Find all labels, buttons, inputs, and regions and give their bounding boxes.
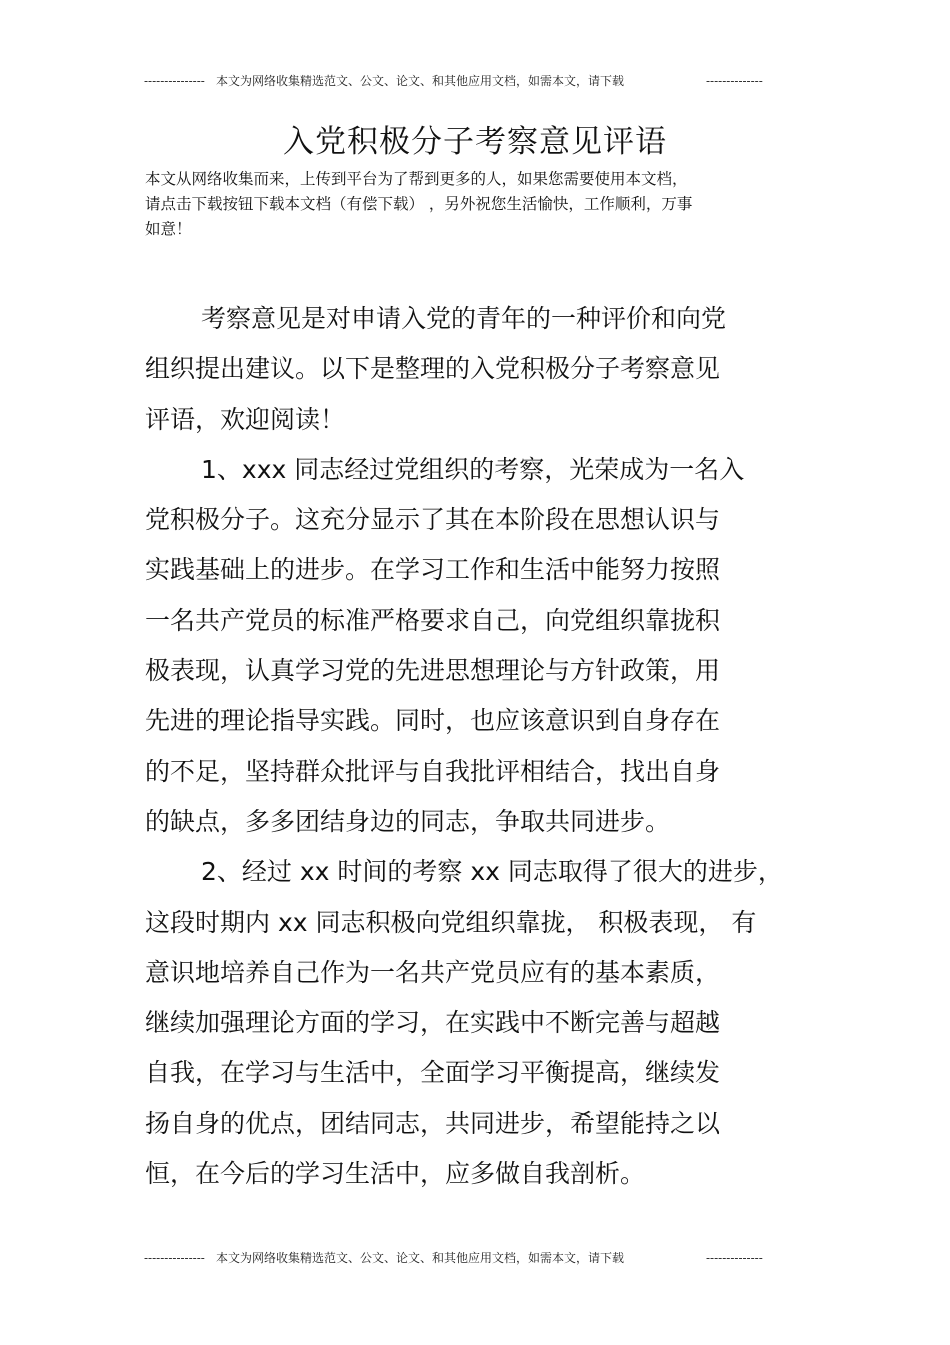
body-line: 意识地培养自己作为一名共产党员应有的基本素质， — [145, 957, 721, 987]
page-header — [0, 71, 950, 91]
footer-dashes-right: -------------- — [706, 1251, 763, 1265]
body-line: 考察意见是对申请入党的青年的一种评价和向党 — [201, 304, 727, 333]
body-line: 实践基础上的进步。在学习工作和生活中能努力按照 — [145, 555, 721, 585]
body-line: 继续加强理论方面的学习，在实践中不断完善与超越 — [145, 1008, 721, 1038]
body-line: 党积极分子。这充分显示了其在本阶段在思想认识与 — [145, 505, 721, 535]
body-line: 评语，欢迎阅读！ — [145, 404, 346, 434]
header-dashes-right: -------------- — [706, 74, 763, 88]
body-line: 极表现，认真学习党的先进思想理论与方针政策，用 — [145, 656, 721, 686]
body-line: 的不足，坚持群众批评与自我批评相结合，找出自身 — [145, 756, 721, 786]
page-footer — [0, 1248, 950, 1268]
body-line: 自我，在学习与生活中，全面学习平衡提高，继续发 — [145, 1058, 721, 1088]
body-line: 的缺点，多多团结身边的同志，争取共同进步。 — [145, 806, 671, 836]
intro-notice — [145, 167, 795, 242]
header-dashes-left: --------------- — [144, 74, 205, 88]
body-line: 先进的理论指导实践。同时，也应该意识到自身存在 — [145, 706, 721, 736]
body-line: 一名共产党员的标准严格要求自己，向党组织靠拢积 — [145, 605, 721, 635]
body-line: 恒，在今后的学习生活中，应多做自我剖析。 — [145, 1159, 646, 1189]
body-line: 这段时期内 xx 同志积极向党组织靠拢， 积极表现， 有 — [145, 907, 757, 937]
body-line: 扬自身的优点，团结同志，共同进步，希望能持之以 — [145, 1108, 721, 1138]
body-line: 组织提出建议。以下是整理的入党积极分子考察意见 — [145, 354, 721, 384]
footer-text: 本文为网络收集精选范文、公文、论文、和其他应用文档，如需本文，请下载 — [216, 1251, 625, 1265]
body-line: 2、经过 xx 时间的考察 xx 同志取得了很大的进步， — [201, 857, 783, 887]
intro-line: 本文从网络收集而来，上传到平台为了帮到更多的人，如果您需要使用本文档， — [145, 170, 688, 188]
intro-line: 如意！ — [145, 220, 192, 238]
body-line: 1、xxx 同志经过党组织的考察，光荣成为一名入 — [201, 454, 745, 484]
intro-line: 请点击下载按钮下载本文档（有偿下载） ，另外祝您生活愉快，工作顺利，万事 — [145, 195, 693, 213]
footer-dashes-left: --------------- — [144, 1251, 205, 1265]
document-body — [145, 294, 810, 1199]
header-text: 本文为网络收集精选范文、公文、论文、和其他应用文档，如需本文，请下载 — [216, 74, 625, 88]
document-title: 入党积极分子考察意见评语 — [283, 124, 667, 160]
